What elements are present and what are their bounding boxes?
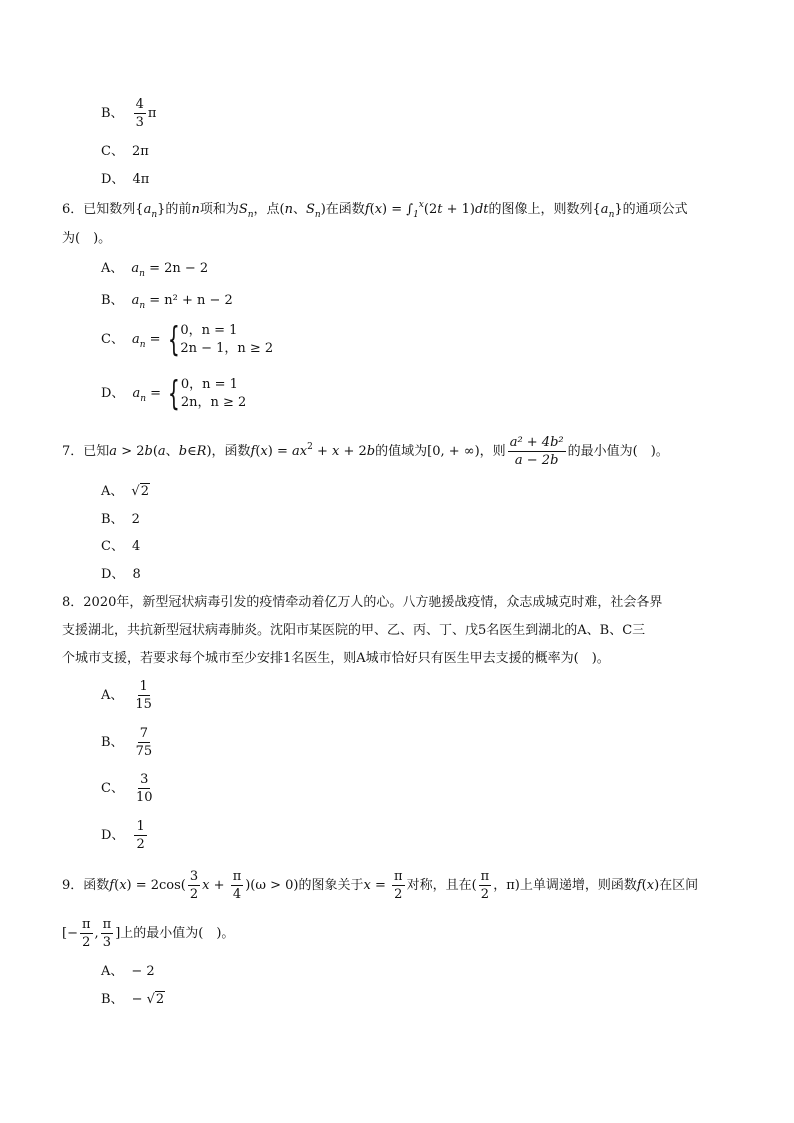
q9-option-b[interactable]: B、 − √2 [101, 992, 165, 1007]
q7-option-b[interactable]: B、 2 [101, 512, 140, 527]
fraction: $\frac{7}{75}$ [135, 726, 153, 759]
q8-option-d[interactable]: D、 $\frac{1}{2}$ [101, 819, 145, 852]
q6-option-b[interactable]: B、 $a_n = n^2 + n - 2$ [101, 293, 233, 311]
q8-option-a[interactable]: A、 $\frac{1}{15}$ [101, 679, 152, 712]
q8-option-b[interactable]: B、 $\frac{7}{75}$ [101, 726, 153, 759]
fraction: $\frac{4}{3}$ [135, 97, 144, 130]
q7-stem: 7．已知a > 2b(a、b∈R)，函数$f(x) = ax^2 + x + 2b$的值域为[0, + ∞)，则 $\frac{\text{a² + 4b²}}{a - 2b}$ 的最小值为( )。 [62, 435, 669, 468]
sqrt-symbol: √2 [131, 484, 149, 499]
q5-option-b[interactable]: B、 $\frac{4}{3}$ π [101, 97, 157, 130]
q6-option-d[interactable]: D、 $a_n$ = { 0，n = 1 2n，n ≥ 2 [101, 373, 247, 414]
fraction: $\frac{1}{2}$ [136, 819, 145, 852]
q9-stem-line2: [− $\frac{\pi}{2}$ , $\frac{\pi}{3}$ ]上的最小值为( )。 [62, 917, 235, 950]
q8-option-c[interactable]: C、 $\frac{3}{10}$ [101, 772, 153, 805]
q6-stem-line1: 6．已知数列$\{a_n\}$的前n项和为$S_n$，点(n、$S_n$)在函数$f(x) = \int_1^x(2t + 1)dt$的图像上，则数列$\{a_n\}$的通项公式 [62, 200, 688, 220]
q9-option-a[interactable]: A、 − 2 [101, 964, 155, 979]
q9-stem-line1: 9．函数f(x) = 2cos( $\frac{3}{2}$ x + $\frac{\pi}{4}$ )(ω > 0)的图象关于x = $\frac{\pi}{2}$ 对称，且在( $\frac{\pi}{2}$ ，π)上单调递增，则函数f(x)在区间 [62, 869, 699, 902]
q7-option-d[interactable]: D、 8 [101, 567, 141, 582]
q8-stem-line1: 8．2020年，新型冠状病毒引发的疫情牵动着亿万人的心。八方驰援战疫情，众志成城克时难，社会各界 [62, 595, 663, 610]
q6-option-a[interactable]: A、 $a_n = 2n - 2$ [101, 261, 209, 279]
fraction: $\frac{3}{10}$ [135, 772, 153, 805]
q7-option-c[interactable]: C、 4 [101, 539, 141, 554]
q6-stem-line2: 为( )。 [62, 231, 112, 246]
fraction: $\frac{\text{a² + 4b²}}{a - 2b}$ [509, 435, 564, 468]
fraction: $\frac{1}{15}$ [135, 679, 152, 712]
sqrt-symbol: √2 [146, 992, 165, 1007]
q8-stem-line3: 个城市支援，若要求每个城市至少安排1名医生，则A城市恰好只有医生甲去支援的概率为( )。 [62, 651, 610, 666]
q5-option-c[interactable]: C、 2π [101, 144, 149, 159]
q6-option-c[interactable]: C、 $a_n$ = { 0，n = 1 2n − 1，n ≥ 2 [101, 319, 274, 360]
q7-option-a[interactable]: A、 √2 [101, 484, 149, 499]
q5-option-d[interactable]: D、 4π [101, 172, 150, 187]
q8-stem-line2: 支援湖北，共抗新型冠状病毒肺炎。沈阳市某医院的甲、乙、丙、丁、戊5名医生到湖北的A、B、C三 [62, 623, 646, 638]
